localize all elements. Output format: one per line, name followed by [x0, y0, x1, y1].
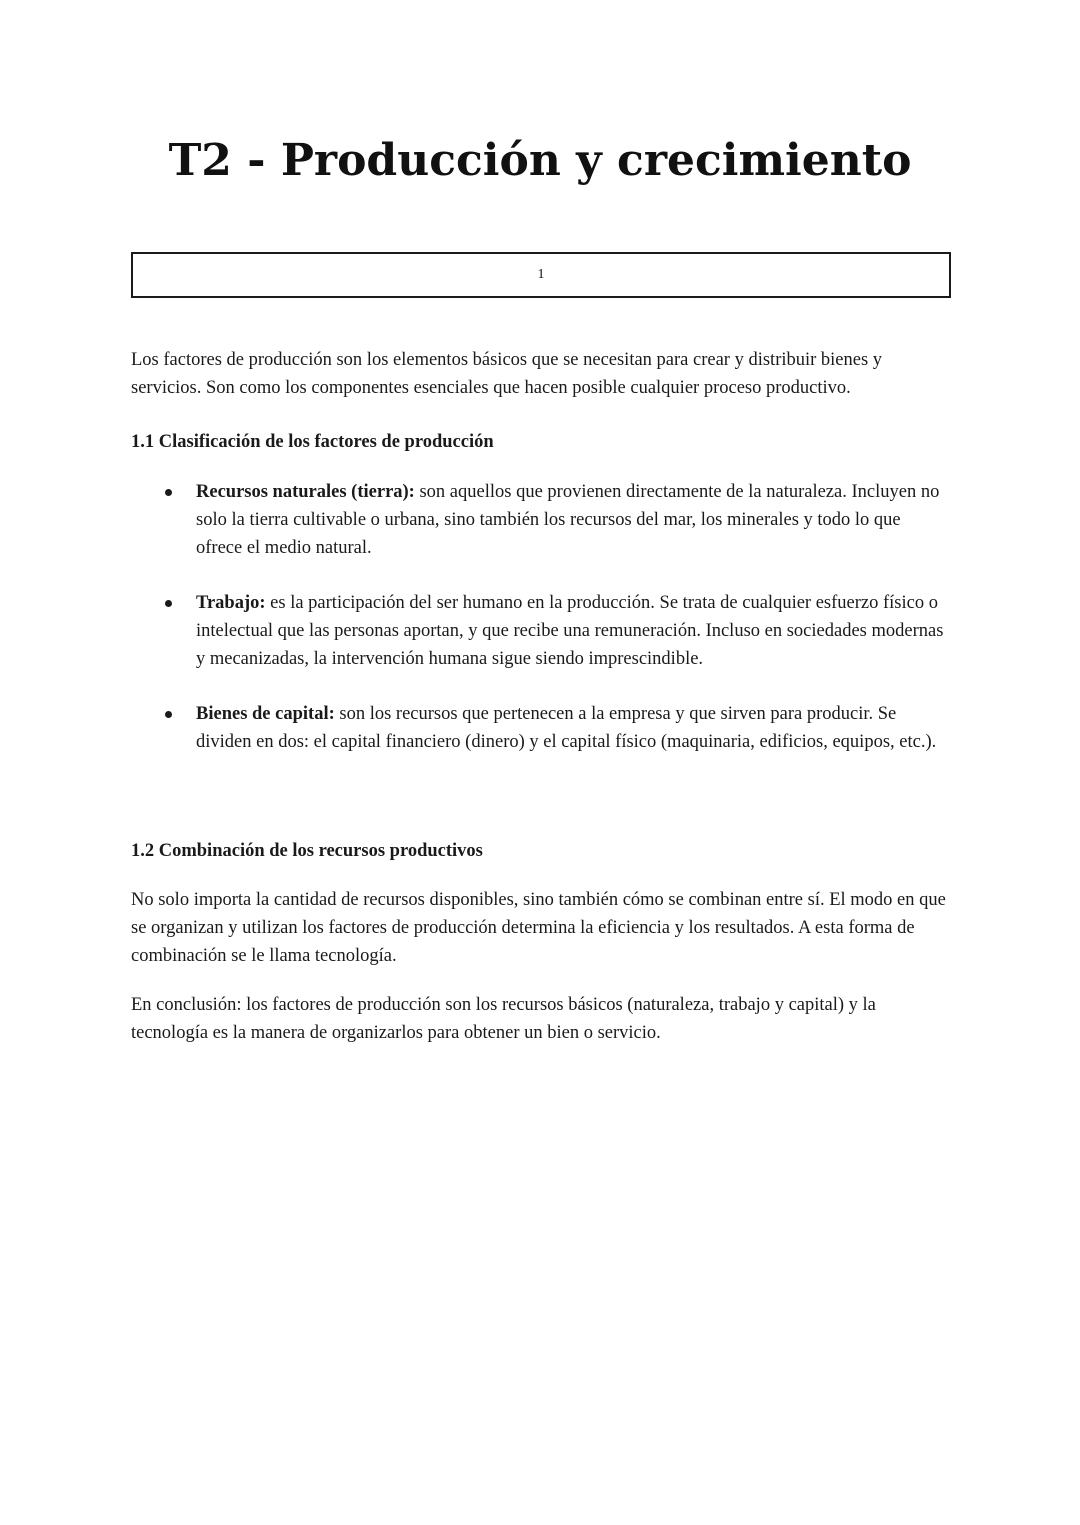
- list-item-text: [196, 478, 951, 562]
- list-item-term: Trabajo:: [196, 593, 266, 613]
- page-title: T2 - Producción y crecimiento: [168, 135, 912, 186]
- bullet-icon: [165, 489, 172, 496]
- list-item-description: son aquellos que provienen directamente de la naturaleza. Incluyen no solo la tierra cultivable o urbana, sino también los recursos del mar, los minerales y todo lo que ofrece el medio natural.: [196, 482, 940, 558]
- section-heading-classification: 1.1 Clasificación de los factores de producción: [131, 432, 494, 452]
- bullet-icon: [165, 711, 172, 718]
- list-item-term: Recursos naturales (tierra):: [196, 482, 415, 502]
- combination-paragraph: No solo importa la cantidad de recursos disponibles, sino también cómo se combinan entre sí. El modo en que se organizan y utilizan los factores de producción determina la eficiencia y los resultados. A esta forma de combinación se le llama tecnología.: [131, 890, 946, 966]
- list-item-description: es la participación del ser humano en la producción. Se trata de cualquier esfuerzo físico o intelectual que las personas aportan, y que recibe una remuneración. Incluso en sociedades modernas y mecanizadas, la intervención humana sigue siendo imprescindible.: [196, 593, 944, 669]
- section-number: 1: [537, 267, 545, 282]
- conclusion-paragraph: En conclusión: los factores de producción son los recursos básicos (naturaleza, trabajo y capital) y la tecnología es la manera de organizarlos para obtener un bien o servicio.: [131, 995, 876, 1043]
- list-item-term: Bienes de capital:: [196, 704, 335, 724]
- section-heading-combination: 1.2 Combinación de los recursos productivos: [131, 841, 483, 861]
- list-item-text: [196, 589, 951, 673]
- section-number-box: [131, 252, 951, 298]
- list-item-text: [196, 700, 951, 756]
- list-item-description: son los recursos que pertenecen a la empresa y que sirven para producir. Se dividen en dos: el capital financiero (dinero) y el capital físico (maquinaria, edificios, equipos, etc.).: [196, 704, 937, 752]
- bullet-icon: [165, 600, 172, 607]
- intro-paragraph: Los factores de producción son los elementos básicos que se necesitan para crear y distribuir bienes y servicios. Son como los componentes esenciales que hacen posible cualquier proceso productivo.: [131, 350, 883, 398]
